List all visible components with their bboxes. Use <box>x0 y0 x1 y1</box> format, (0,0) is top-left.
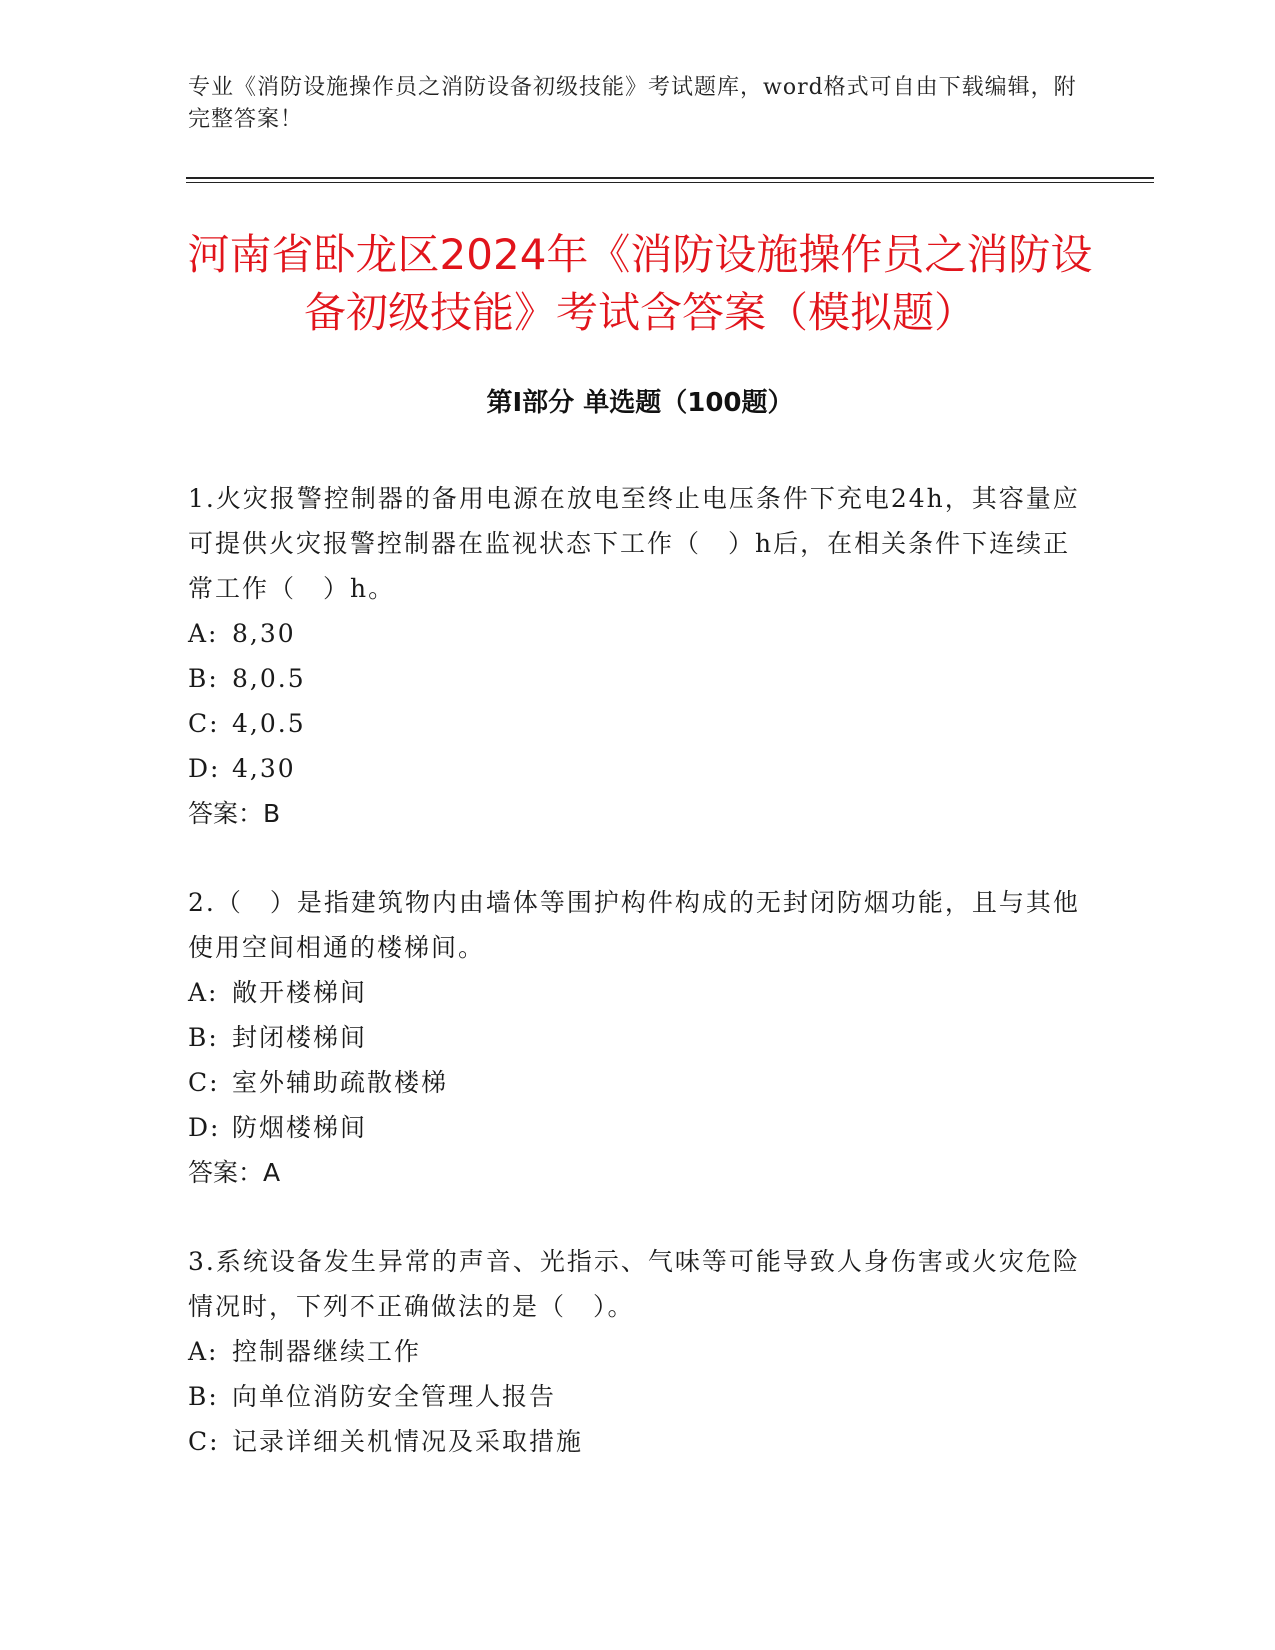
option-a <box>188 611 1088 656</box>
option-text: 敞开楼梯间 <box>232 978 368 1007</box>
document-title: 河南省卧龙区2024年《消防设施操作员之消防设备初级技能》考试含答案（模拟题） <box>187 230 1093 337</box>
option-text: 控制器继续工作 <box>232 1337 422 1366</box>
option-text: 室外辅助疏散楼梯 <box>232 1068 449 1097</box>
option-letter: D: <box>188 1113 221 1142</box>
option-c <box>188 701 1088 746</box>
option-a <box>188 1329 1088 1374</box>
answer-line: 答案：B <box>188 799 281 828</box>
question-2 <box>188 880 1088 1195</box>
option-letter: B: <box>188 1023 219 1052</box>
question-list <box>188 476 1088 1508</box>
option-text: 向单位消防安全管理人报告 <box>232 1382 557 1411</box>
option-b <box>188 1015 1088 1060</box>
option-d <box>188 1105 1088 1150</box>
header-note: 专业《消防设施操作员之消防设备初级技能》考试题库，word格式可自由下载编辑，附完整答案！ <box>188 75 1077 132</box>
option-text: 8,30 <box>232 619 296 648</box>
option-text: 封闭楼梯间 <box>232 1023 368 1052</box>
option-a <box>188 970 1088 1015</box>
option-text: 记录详细关机情况及采取措施 <box>232 1427 584 1456</box>
option-letter: C: <box>188 1068 220 1097</box>
option-letter: A: <box>188 1337 219 1366</box>
option-d <box>188 746 1088 791</box>
option-letter: C: <box>188 1427 220 1456</box>
option-letter: B: <box>188 664 219 693</box>
option-text: 防烟楼梯间 <box>232 1113 368 1142</box>
section-title: 第Ⅰ部分 单选题（100题） <box>486 388 794 418</box>
question-stem: 2.（ ）是指建筑物内由墙体等围护构件构成的无封闭防烟功能，且与其他使用空间相通的楼梯间。 <box>188 888 1080 962</box>
header-divider-thick <box>186 177 1154 179</box>
option-c <box>188 1060 1088 1105</box>
option-letter: D: <box>188 754 221 783</box>
question-stem: 3.系统设备发生异常的声音、光指示、气味等可能导致人身伤害或火灾危险情况时，下列不正确做法的是（ ）。 <box>188 1247 1080 1321</box>
option-b <box>188 1374 1088 1419</box>
option-letter: A: <box>188 619 219 648</box>
answer-line: 答案：A <box>188 1158 281 1187</box>
question-3 <box>188 1239 1088 1464</box>
option-text: 4,0.5 <box>232 709 306 738</box>
header-divider-thin <box>186 182 1154 183</box>
option-text: 4,30 <box>232 754 296 783</box>
option-b <box>188 656 1088 701</box>
question-1 <box>188 476 1088 836</box>
option-text: 8,0.5 <box>232 664 306 693</box>
option-letter: C: <box>188 709 220 738</box>
question-stem: 1.火灾报警控制器的备用电源在放电至终止电压条件下充电24h，其容量应可提供火灾报警控制器在监视状态下工作（ ）h后，在相关条件下连续正常工作（ ）h。 <box>188 484 1080 603</box>
option-c <box>188 1419 1088 1464</box>
option-letter: A: <box>188 978 219 1007</box>
option-letter: B: <box>188 1382 219 1411</box>
